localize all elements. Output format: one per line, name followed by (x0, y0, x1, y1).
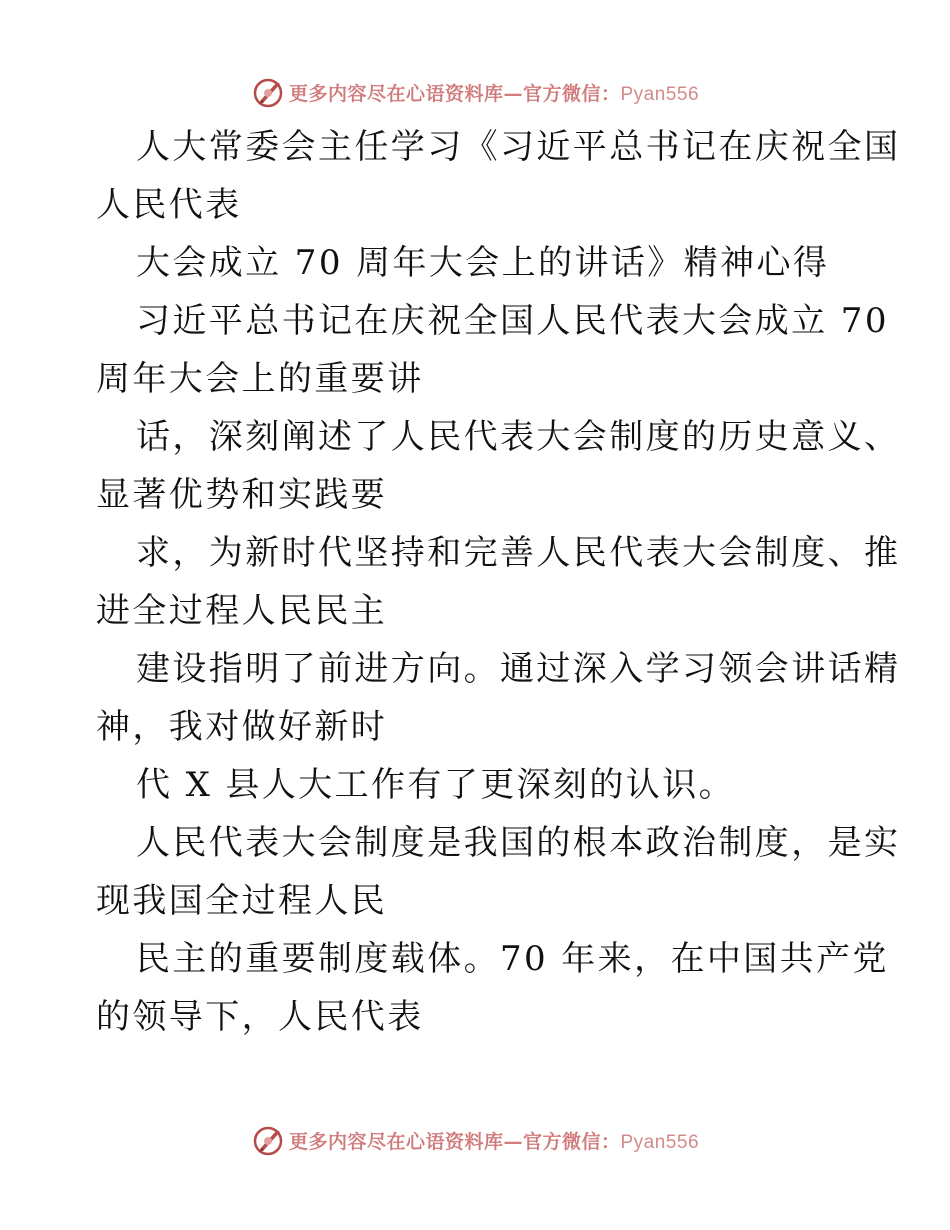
text-line: 民主的重要制度载体。70 年来，在中国共产党 (136, 939, 889, 979)
text-line: 人民代表 (96, 185, 242, 225)
text-line: 的领导下，人民代表 (96, 997, 424, 1037)
document-body (96, 118, 901, 1046)
text-line: 大会成立 70 周年大会上的讲话》精神心得 (136, 243, 830, 283)
text-line: 求，为新时代坚持和完善人民代表大会制度、推 (136, 533, 901, 573)
text-line: 周年大会上的重要讲 (96, 359, 424, 399)
text-line: 建设指明了前进方向。通过深入学习领会讲话精 (136, 649, 901, 689)
text-line: 代 X 县人大工作有了更深刻的认识。 (136, 765, 736, 805)
quill-logo-icon (251, 1123, 285, 1157)
text-line: 现我国全过程人民 (96, 881, 388, 921)
text-line: 习近平总书记在庆祝全国人民代表大会成立 70 (136, 301, 889, 341)
text-line: 话，深刻阐述了人民代表大会制度的历史意义、 (136, 417, 901, 457)
text-line: 人大常委会主任学习《习近平总书记在庆祝全国 (136, 127, 901, 167)
text-line: 神，我对做好新时 (96, 707, 388, 747)
quill-logo-icon (251, 75, 285, 109)
text-line: 进全过程人民民主 (96, 591, 388, 631)
header-watermark (0, 72, 950, 112)
watermark-text: 更多内容尽在心语资料库—官方微信：Pyan556 (288, 82, 700, 105)
watermark-text: 更多内容尽在心语资料库—官方微信：Pyan556 (288, 1130, 700, 1153)
footer-watermark (0, 1120, 950, 1160)
text-line: 人民代表大会制度是我国的根本政治制度，是实 (136, 823, 901, 863)
text-line: 显著优势和实践要 (96, 475, 388, 515)
